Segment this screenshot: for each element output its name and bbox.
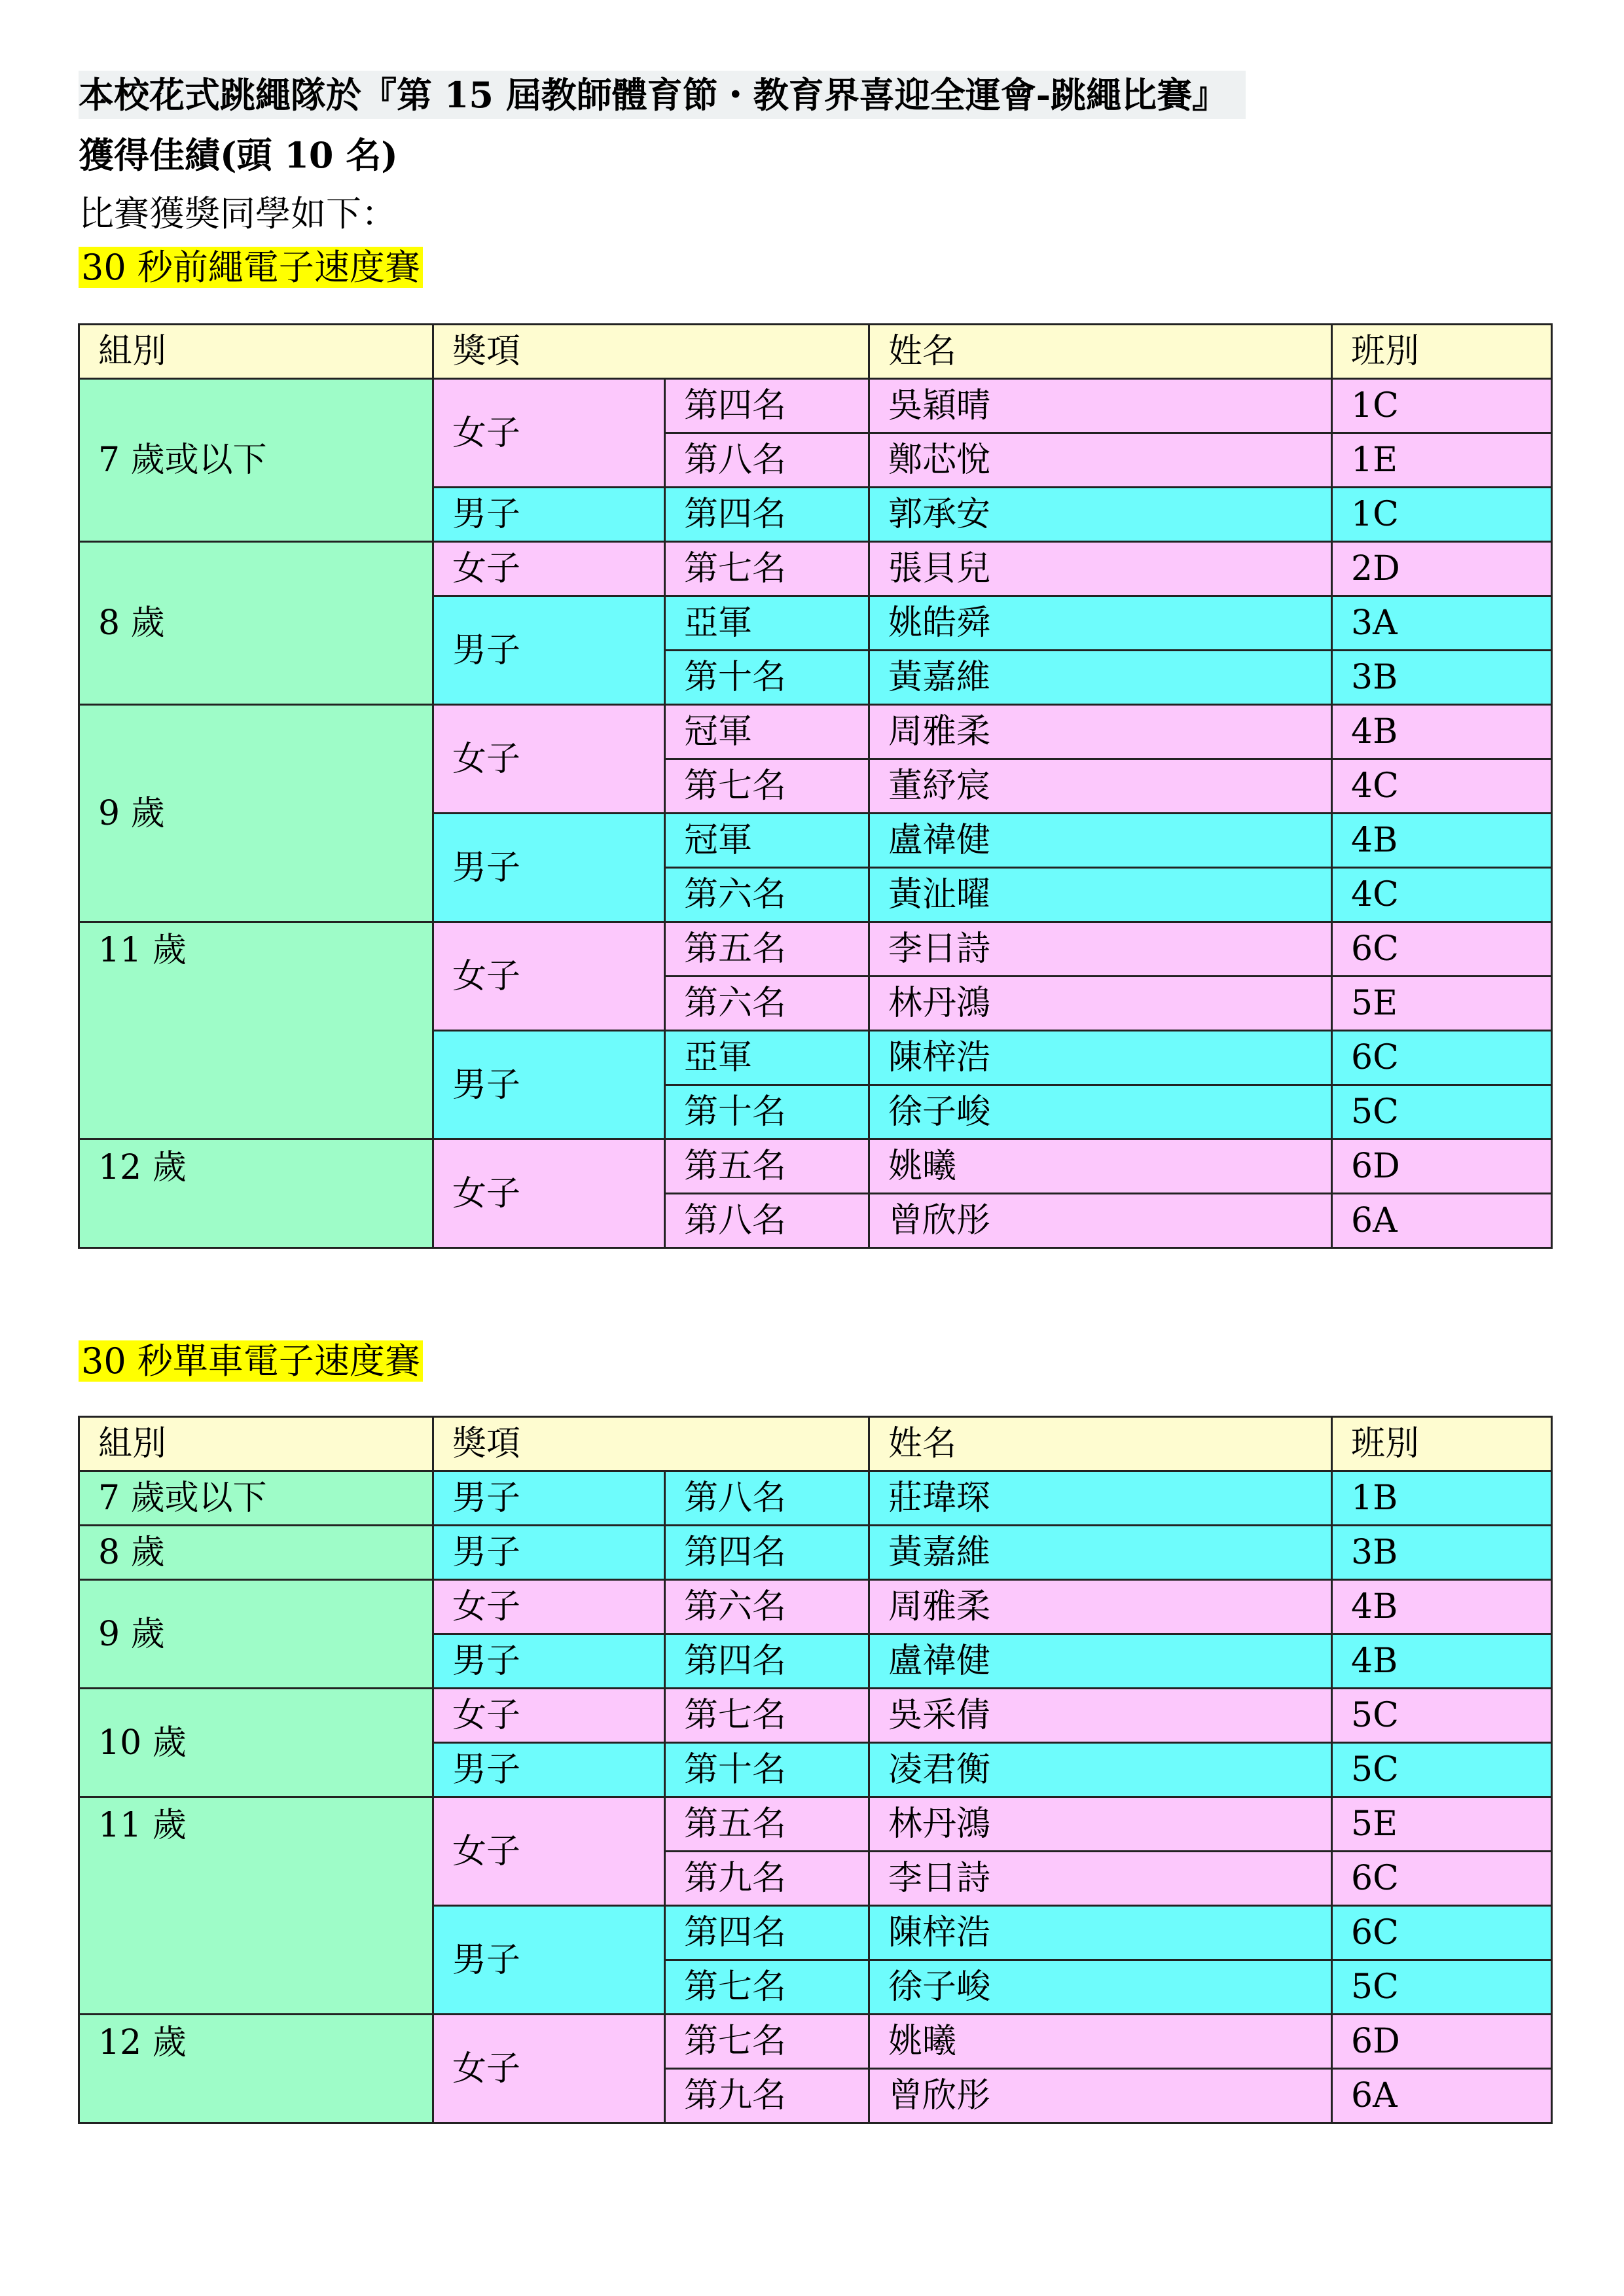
- class-cell: 4B: [1332, 1580, 1552, 1634]
- place-cell: 第七名: [665, 1960, 869, 2015]
- section1-table: [78, 323, 1553, 1249]
- gender-cell: 女子: [433, 1580, 665, 1634]
- gender-cell: 男子: [433, 1743, 665, 1797]
- class-cell: 6D: [1332, 2015, 1552, 2069]
- class-cell: 4C: [1332, 868, 1552, 922]
- name-cell: 林丹鴻: [869, 1797, 1332, 1852]
- age-group-cell: 11 歲: [79, 1797, 433, 2015]
- name-cell: 盧禕健: [869, 1634, 1332, 1689]
- name-cell: 曾欣彤: [869, 2069, 1332, 2123]
- class-cell: 6D: [1332, 1139, 1552, 1194]
- age-group-cell: 7 歲或以下: [79, 379, 433, 542]
- age-group-cell: 9 歲: [79, 705, 433, 922]
- age-group-cell: 11 歲: [79, 922, 433, 1139]
- class-cell: 6A: [1332, 2069, 1552, 2123]
- name-cell: 張貝兒: [869, 542, 1332, 596]
- table-row: [79, 1689, 1552, 1743]
- gender-cell: 女子: [433, 542, 665, 596]
- name-cell: 李日詩: [869, 922, 1332, 977]
- name-cell: 凌君衡: [869, 1743, 1332, 1797]
- class-cell: 1C: [1332, 488, 1552, 542]
- place-cell: 第五名: [665, 1139, 869, 1194]
- gender-cell: 男子: [433, 488, 665, 542]
- age-group-cell: 12 歲: [79, 2015, 433, 2123]
- place-cell: 第七名: [665, 2015, 869, 2069]
- place-cell: 第六名: [665, 868, 869, 922]
- gender-cell: 男子: [433, 1634, 665, 1689]
- age-group-cell: 8 歲: [79, 1526, 433, 1580]
- document-title: 本校花式跳繩隊於『第 15 屆教師體育節・教育界喜迎全運會-跳繩比賽』: [79, 71, 1246, 119]
- gender-cell: 女子: [433, 379, 665, 488]
- class-cell: 6A: [1332, 1194, 1552, 1248]
- class-cell: 5C: [1332, 1743, 1552, 1797]
- name-cell: 吳采倩: [869, 1689, 1332, 1743]
- gender-cell: 女子: [433, 705, 665, 814]
- class-cell: 3A: [1332, 596, 1552, 651]
- name-cell: 黃沚曜: [869, 868, 1332, 922]
- name-cell: 盧禕健: [869, 814, 1332, 868]
- name-cell: 曾欣彤: [869, 1194, 1332, 1248]
- name-cell: 李日詩: [869, 1852, 1332, 1906]
- gender-cell: 女子: [433, 1797, 665, 1906]
- table-header-row: [79, 1417, 1552, 1471]
- name-cell: 周雅柔: [869, 1580, 1332, 1634]
- name-cell: 周雅柔: [869, 705, 1332, 759]
- class-cell: 2D: [1332, 542, 1552, 596]
- place-cell: 第八名: [665, 1471, 869, 1526]
- name-cell: 莊瑋琛: [869, 1471, 1332, 1526]
- class-cell: 4B: [1332, 814, 1552, 868]
- table-row: [79, 1471, 1552, 1526]
- header-group: 組別: [79, 325, 433, 379]
- table-row: [79, 379, 1552, 433]
- table-header-row: [79, 325, 1552, 379]
- table-row: [79, 2015, 1552, 2069]
- place-cell: 第七名: [665, 1689, 869, 1743]
- gender-cell: 男子: [433, 596, 665, 705]
- class-cell: 6C: [1332, 1906, 1552, 1960]
- section1-title: 30 秒前繩電子速度賽: [79, 247, 423, 288]
- place-cell: 第八名: [665, 1194, 869, 1248]
- place-cell: 第五名: [665, 922, 869, 977]
- age-group-cell: 10 歲: [79, 1689, 433, 1797]
- place-cell: 第十名: [665, 651, 869, 705]
- table-row: [79, 542, 1552, 596]
- gender-cell: 男子: [433, 1471, 665, 1526]
- gender-cell: 男子: [433, 1031, 665, 1139]
- section1-title-wrap: [79, 243, 423, 292]
- age-group-cell: 9 歲: [79, 1580, 433, 1689]
- place-cell: 第四名: [665, 488, 869, 542]
- name-cell: 林丹鴻: [869, 977, 1332, 1031]
- place-cell: 第四名: [665, 1526, 869, 1580]
- table-row: [79, 1797, 1552, 1852]
- header-name: 姓名: [869, 1417, 1332, 1471]
- table-row: [79, 705, 1552, 759]
- table-row: [79, 1139, 1552, 1194]
- gender-cell: 男子: [433, 814, 665, 922]
- place-cell: 第六名: [665, 1580, 869, 1634]
- header-class: 班別: [1332, 325, 1552, 379]
- place-cell: 第七名: [665, 759, 869, 814]
- gender-cell: 女子: [433, 1689, 665, 1743]
- name-cell: 姚曦: [869, 1139, 1332, 1194]
- section2-table: [78, 1416, 1553, 2124]
- place-cell: 冠軍: [665, 705, 869, 759]
- gender-cell: 女子: [433, 1139, 665, 1248]
- class-cell: 5E: [1332, 1797, 1552, 1852]
- name-cell: 陳梓浩: [869, 1906, 1332, 1960]
- intro-text: 比賽獲獎同學如下：: [79, 193, 397, 234]
- class-cell: 6C: [1332, 1031, 1552, 1085]
- table-row: [79, 1580, 1552, 1634]
- class-cell: 4C: [1332, 759, 1552, 814]
- place-cell: 第四名: [665, 379, 869, 433]
- gender-cell: 女子: [433, 922, 665, 1031]
- table-row: [79, 1526, 1552, 1580]
- class-cell: 1B: [1332, 1471, 1552, 1526]
- table-row: [79, 922, 1552, 977]
- place-cell: 第十名: [665, 1085, 869, 1139]
- place-cell: 第八名: [665, 433, 869, 488]
- place-cell: 亞軍: [665, 596, 869, 651]
- gender-cell: 男子: [433, 1526, 665, 1580]
- place-cell: 第九名: [665, 2069, 869, 2123]
- class-cell: 3B: [1332, 651, 1552, 705]
- place-cell: 亞軍: [665, 1031, 869, 1085]
- gender-cell: 男子: [433, 1906, 665, 2015]
- class-cell: 4B: [1332, 705, 1552, 759]
- header-name: 姓名: [869, 325, 1332, 379]
- place-cell: 第四名: [665, 1906, 869, 1960]
- name-cell: 徐子峻: [869, 1085, 1332, 1139]
- name-cell: 姚曦: [869, 2015, 1332, 2069]
- age-group-cell: 8 歲: [79, 542, 433, 705]
- section2-title: 30 秒單車電子速度賽: [79, 1340, 423, 1382]
- age-group-cell: 12 歲: [79, 1139, 433, 1248]
- name-cell: 陳梓浩: [869, 1031, 1332, 1085]
- class-cell: 6C: [1332, 922, 1552, 977]
- place-cell: 第九名: [665, 1852, 869, 1906]
- document-subtitle: 獲得佳績(頭 10 名): [79, 134, 398, 176]
- section2-title-wrap: [79, 1337, 423, 1386]
- age-group-cell: 7 歲或以下: [79, 1471, 433, 1526]
- class-cell: 1E: [1332, 433, 1552, 488]
- name-cell: 鄭芯悅: [869, 433, 1332, 488]
- place-cell: 第六名: [665, 977, 869, 1031]
- class-cell: 6C: [1332, 1852, 1552, 1906]
- place-cell: 第七名: [665, 542, 869, 596]
- header-group: 組別: [79, 1417, 433, 1471]
- class-cell: 5C: [1332, 1689, 1552, 1743]
- place-cell: 第四名: [665, 1634, 869, 1689]
- class-cell: 1C: [1332, 379, 1552, 433]
- place-cell: 第十名: [665, 1743, 869, 1797]
- header-award: 獎項: [433, 1417, 869, 1471]
- class-cell: 3B: [1332, 1526, 1552, 1580]
- name-cell: 姚皓舜: [869, 596, 1332, 651]
- class-cell: 5E: [1332, 977, 1552, 1031]
- header-class: 班別: [1332, 1417, 1552, 1471]
- name-cell: 徐子峻: [869, 1960, 1332, 2015]
- header-award: 獎項: [433, 325, 869, 379]
- name-cell: 黃嘉維: [869, 1526, 1332, 1580]
- name-cell: 董紓宸: [869, 759, 1332, 814]
- class-cell: 5C: [1332, 1085, 1552, 1139]
- class-cell: 5C: [1332, 1960, 1552, 2015]
- name-cell: 吳穎晴: [869, 379, 1332, 433]
- name-cell: 黃嘉維: [869, 651, 1332, 705]
- name-cell: 郭承安: [869, 488, 1332, 542]
- place-cell: 冠軍: [665, 814, 869, 868]
- class-cell: 4B: [1332, 1634, 1552, 1689]
- place-cell: 第五名: [665, 1797, 869, 1852]
- gender-cell: 女子: [433, 2015, 665, 2123]
